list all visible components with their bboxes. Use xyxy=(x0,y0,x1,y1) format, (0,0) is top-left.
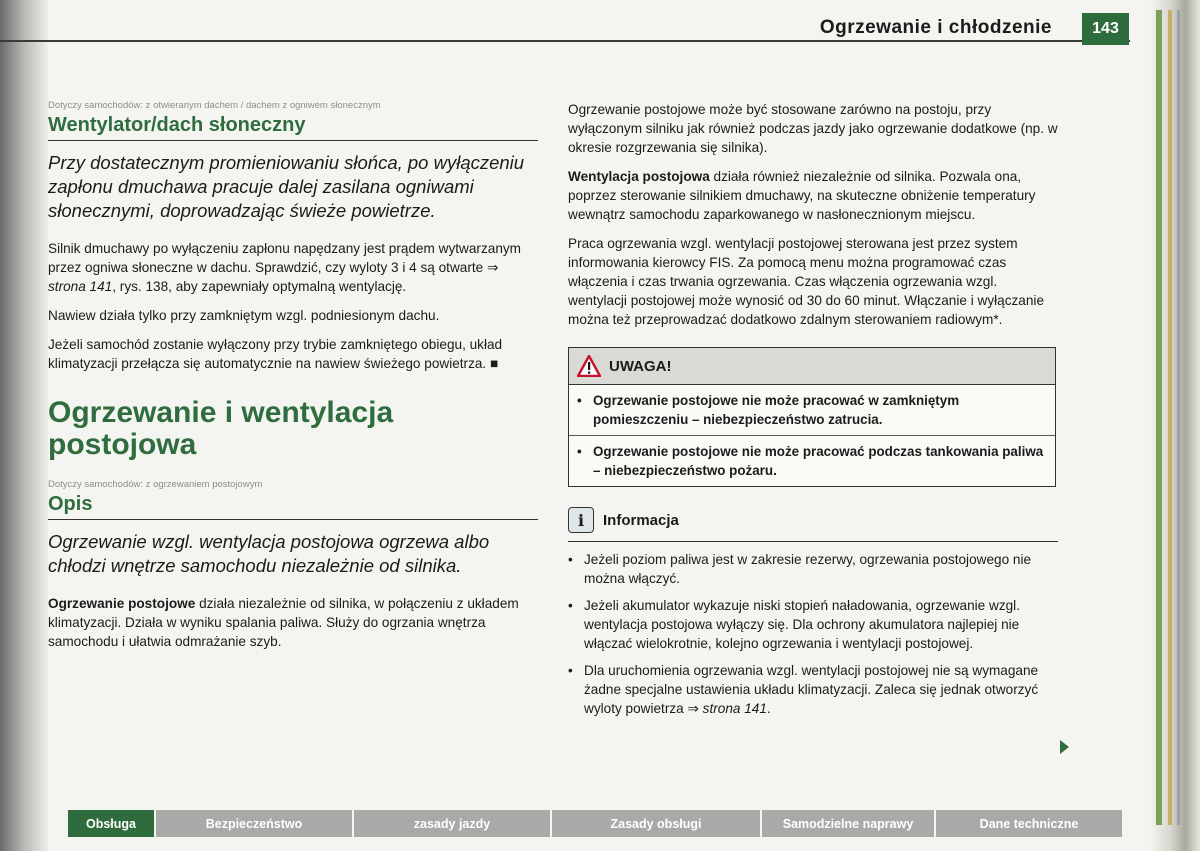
page-number-badge: 143 xyxy=(1082,13,1129,45)
info-title: Informacja xyxy=(603,511,679,529)
warning-item: • Ogrzewanie postojowe nie może pracować podczas tankowania paliwa – niebezpieczeństwo pożaru. xyxy=(569,435,1055,486)
page-gutter-shadow xyxy=(0,0,48,851)
chapter-tab-bar xyxy=(68,810,1124,837)
continue-arrow-icon xyxy=(1060,740,1069,754)
paragraph: Jeżeli samochód zostanie wyłączony przy trybie zamkniętego obiegu, układ klimatyzacji przełącza się automatycznie na nawiew świeżego powietrza. ■ xyxy=(48,337,503,371)
page-edge-tab-marker xyxy=(1168,10,1172,825)
paragraph: Praca ogrzewania wzgl. wentylacji postojowej sterowana jest przez system informowania kierowcy FIS. Za pomocą menu można programować czas włączenia i czas trwania ogrzewania. Czas włączenia ogrzewania wzgl. wentylacji postojowej może wynosić od 30 do 60 minut. Włączanie i wyłączanie można też przeprowadzać dodatkowo zdalnym sterowaniem radiowym*. xyxy=(568,236,1045,327)
warning-item: • Ogrzewanie postojowe nie może pracować w zamkniętym pomieszczeniu – niebezpieczeństwo zatrucia. xyxy=(577,393,960,427)
section-rule xyxy=(48,140,538,141)
info-rule xyxy=(568,541,1058,542)
page-edge-tab-marker xyxy=(1156,10,1162,825)
section-rule xyxy=(48,519,538,520)
section-applicability-note: Dotyczy samochodów: z otwieranym dachem / dachem z ogniwem słonecznym xyxy=(48,100,381,111)
section-applicability-note: Dotyczy samochodów: z ogrzewaniem postojowym xyxy=(48,479,263,490)
info-header xyxy=(568,507,1058,533)
info-item: • Jeżeli poziom paliwa jest w zakresie rezerwy, ogrzewania postojowego nie można włączyć. xyxy=(568,552,1032,586)
warning-triangle-icon xyxy=(577,355,601,377)
tab-zasady-obslugi[interactable]: Zasady obsługi xyxy=(552,810,762,837)
paragraph: Wentylacja postojowa działa również niezależnie od silnika. Pozwala ona, poprzez sterowanie silnikiem dmuchawy, na skuteczne obniżenie temperatury wewnątrz samochodu zaparkowanego w nasłonecznionym miejscu. xyxy=(568,169,1036,222)
left-column xyxy=(48,100,538,661)
warning-header xyxy=(569,348,1055,385)
page-edge-tab-marker xyxy=(1177,10,1180,825)
section-title: Opis xyxy=(48,493,93,515)
paragraph: Ogrzewanie postojowe działa niezależnie od silnika, w połączeniu z układem klimatyzacji. Działa w wyniku spalania paliwa. Służy do ogrzania wnętrza samochodu i ułatwia odmrażanie szyb. xyxy=(48,596,519,649)
chapter-heading: Ogrzewanie i wentylacja postojowa xyxy=(48,396,394,461)
section-lead: Przy dostatecznym promieniowaniu słońca, po wyłączeniu zapłonu dmuchawa pracuje dalej zasilana ogniwami słonecznymi, doprowadzając świeże powietrze. xyxy=(48,152,525,221)
info-item: • Jeżeli akumulator wykazuje niski stopień naładowania, ogrzewanie wzgl. wentylacja postojowa wyłączy się. Dla ochrony akumulatora najlepiej nie włączać wielokrotnie, kolejno ogrzewania i wentylacji postojowej. xyxy=(568,598,1020,651)
tab-bezpieczenstwo[interactable]: Bezpieczeństwo xyxy=(156,810,354,837)
right-column xyxy=(568,100,1058,726)
page-reference-link[interactable]: strona 141 xyxy=(48,279,113,294)
info-icon: i xyxy=(568,507,594,533)
page-reference-link[interactable]: strona 141 xyxy=(702,701,767,716)
warning-box xyxy=(568,347,1056,487)
tab-zasady-jazdy[interactable]: zasady jazdy xyxy=(354,810,552,837)
paragraph: Silnik dmuchawy po wyłączeniu zapłonu napędzany jest prądem wytwarzanym przez ogniwa słoneczne w dachu. Sprawdzić, czy wyloty 3 i 4 są otwarte ⇒ strona 141, rys. 138, aby zapewniały optymalną wentylację. xyxy=(48,241,521,294)
warning-title: UWAGA! xyxy=(609,357,672,375)
tab-obsluga[interactable]: Obsługa xyxy=(68,810,156,837)
section-lead: Ogrzewanie wzgl. wentylacja postojowa ogrzewa albo chłodzi wnętrze samochodu niezależnie od silnika. xyxy=(48,531,490,576)
paragraph: Nawiew działa tylko przy zamkniętym wzgl. podniesionym dachu. xyxy=(48,308,440,323)
running-header-title: Ogrzewanie i chłodzenie xyxy=(819,17,1052,38)
header-rule xyxy=(0,40,1130,42)
tab-dane-techniczne[interactable]: Dane techniczne xyxy=(936,810,1124,837)
paragraph: Ogrzewanie postojowe może być stosowane zarówno na postoju, przy wyłączonym silniku jak również podczas jazdy jako ogrzewanie dodatkowe (np. w okresie rozgrzewania się silnika). xyxy=(568,102,1058,155)
tab-samodzielne-naprawy[interactable]: Samodzielne naprawy xyxy=(762,810,936,837)
info-item: • Dla uruchomienia ogrzewania wzgl. wentylacji postojowej nie są wymagane żadne specjalne ustawienia układu klimatyzacji. Zaleca się jednak otworzyć wyloty powietrza ⇒ strona 141. xyxy=(568,663,1039,716)
section-title: Wentylator/dach słoneczny xyxy=(48,114,306,136)
